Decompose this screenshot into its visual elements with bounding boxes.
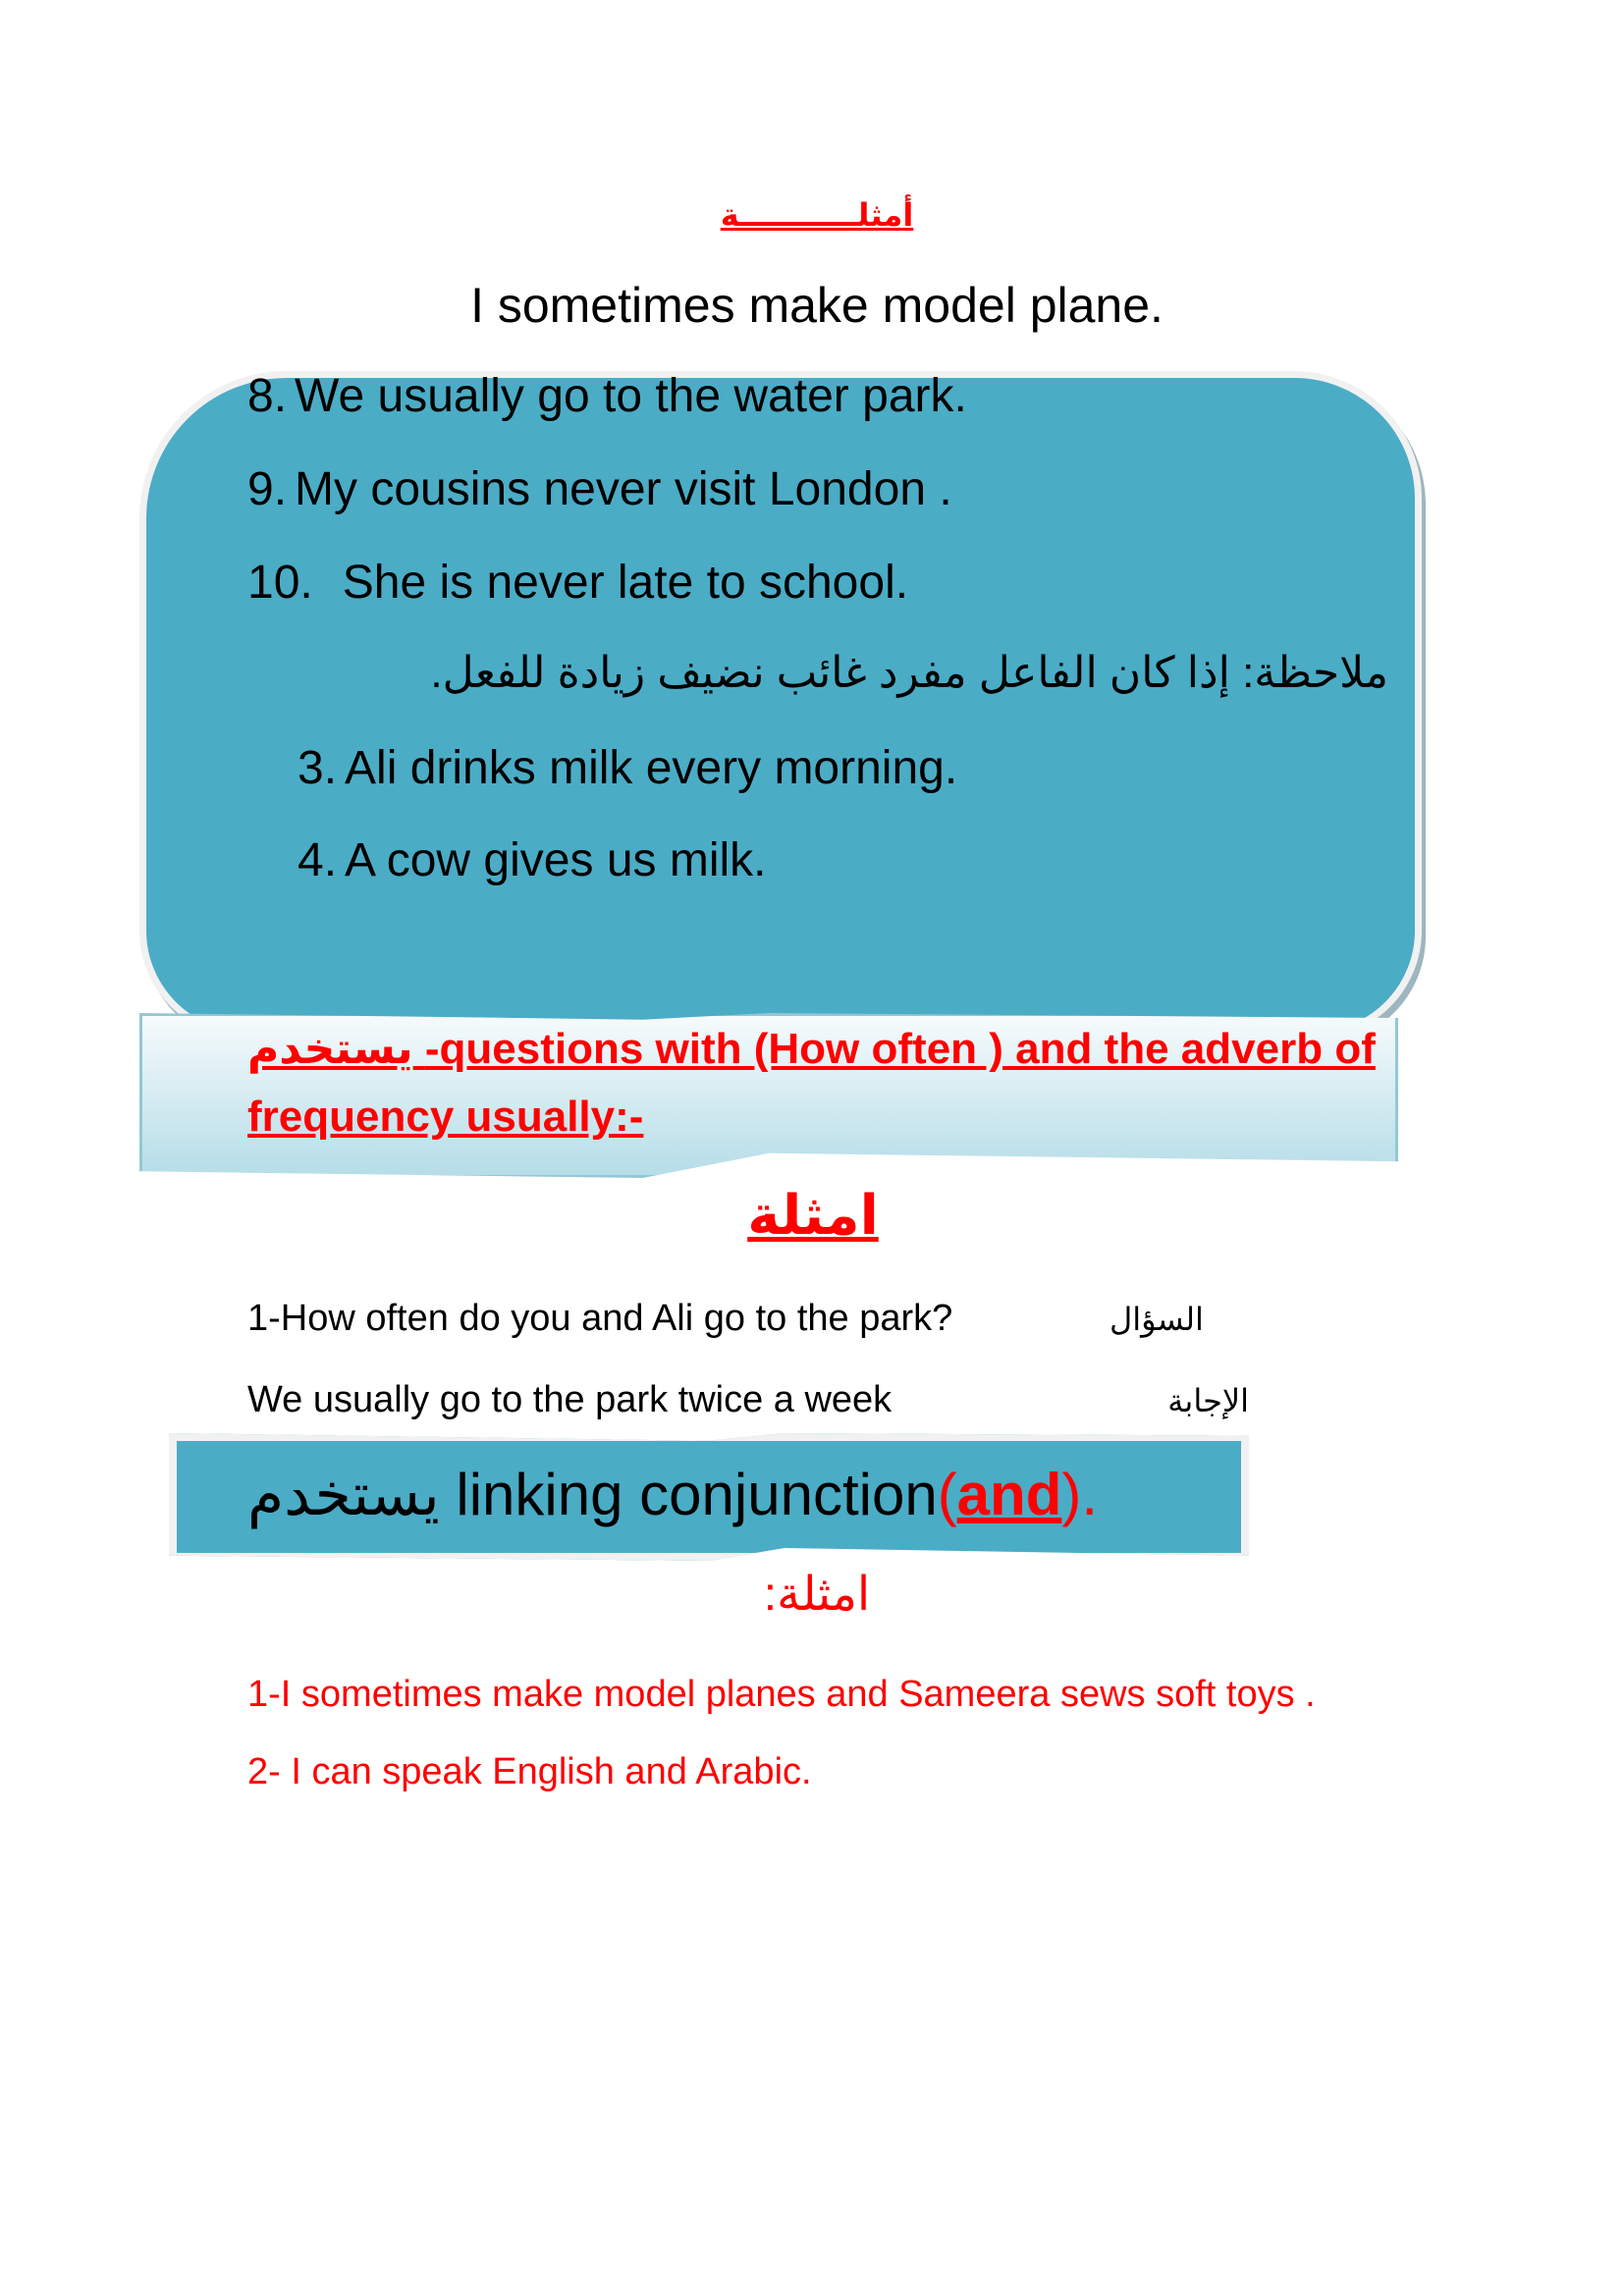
item-number: 8. xyxy=(247,370,288,422)
item-text: My cousins never visit London . xyxy=(295,463,952,515)
item-number: 3. xyxy=(298,742,338,794)
question-text: 1-How often do you and Ali go to the park? xyxy=(247,1298,953,1339)
item-text: We usually go to the water park. xyxy=(295,370,967,422)
red-example-2: 2- I can speak English and Arabic. xyxy=(247,1751,812,1792)
questions-banner-line2: frequency usually:- xyxy=(247,1093,644,1141)
arabic-note: ملاحظة: إذا كان الفاعل مفرد غائب نضيف زيادة للفعل. xyxy=(430,649,1388,697)
red-example-1: 1-I sometimes make model planes and Sameera sews soft toys . xyxy=(247,1674,1316,1715)
item-text: Ali drinks milk every morning. xyxy=(345,742,958,794)
item-text: A cow gives us milk. xyxy=(345,834,767,886)
list-item xyxy=(247,462,952,516)
list-item xyxy=(247,369,967,423)
item-number: 10. xyxy=(247,557,313,609)
banner-text: -questions with (How often ) and the adverb of xyxy=(424,1025,1376,1073)
list-item xyxy=(298,741,957,795)
paren: ( xyxy=(937,1462,957,1527)
questions-banner-line1 xyxy=(247,1024,1376,1074)
conjunction-text xyxy=(247,1461,1098,1529)
examples-heading-2: امثلة xyxy=(747,1184,879,1246)
paren: ). xyxy=(1061,1462,1098,1527)
list-item xyxy=(247,556,908,610)
arabic-use-word: يستخدم xyxy=(247,1025,425,1073)
question-label: السؤال xyxy=(1110,1302,1204,1337)
list-item xyxy=(298,833,767,887)
item-number: 4. xyxy=(298,834,338,886)
arabic-use-word: يستخدم xyxy=(247,1462,440,1527)
example-sentence: I sometimes make model plane. xyxy=(470,278,1164,333)
answer-text: We usually go to the park twice a week xyxy=(247,1379,893,1420)
and-word: and xyxy=(956,1462,1062,1527)
item-text: She is never late to school. xyxy=(342,557,909,609)
examples-heading: أمثلـــــــــــة xyxy=(720,197,914,233)
examples-heading-3: :امثلة xyxy=(763,1569,871,1621)
item-number: 9. xyxy=(247,463,288,515)
answer-label: الإجابة xyxy=(1167,1383,1249,1418)
conjunction-label: linking conjunction xyxy=(439,1462,938,1527)
